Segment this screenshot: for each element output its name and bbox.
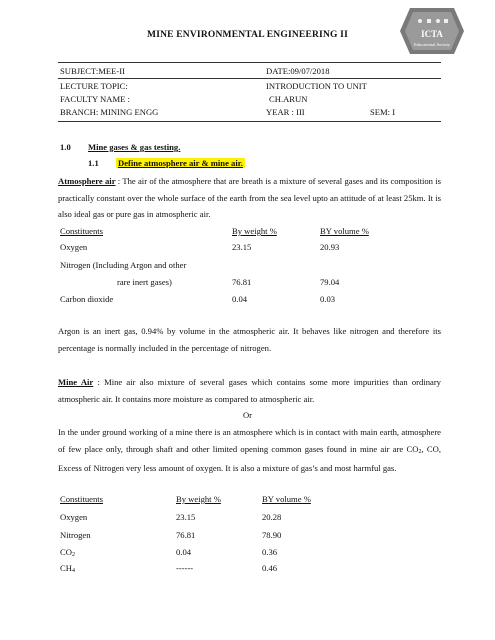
mine-row-ch4-volume: 0.46 (262, 563, 278, 573)
section-title: Mine gases & gas testing. (88, 142, 181, 152)
mine-row-co2-weight: 0.04 (176, 547, 192, 557)
logo-title: ICTA (421, 29, 443, 39)
subsection-title: Define atmosphere air & mine air. (118, 158, 243, 168)
atmosphere-air-text: : The air of the atmosphere that are breath is a mixture of several gases and its composition is practically constant over the whole surface of the earth from the sea level upto an attitude of at least 25km. It is also ideal gas or pure gas in atmospheric air. (58, 176, 441, 219)
atm-row-nitrogen-volume: 79.04 (320, 277, 340, 287)
atm-header-constituents: Constituents (60, 226, 103, 236)
mine-air-text: : Mine air also mixture of several gases which contains some more impurities than ordinary atmospheric air. It contains more moisture as compared to atmospheric air. (58, 377, 441, 404)
mine-row-nitrogen-volume: 78.90 (262, 530, 282, 540)
lecture-topic-label: LECTURE TOPIC: (60, 81, 128, 91)
mine-row-co2-volume: 0.36 (262, 547, 278, 557)
mine-row-oxygen-volume: 20.28 (262, 512, 282, 522)
atm-header-volume: BY volume % (320, 226, 369, 236)
mine-air-paragraph (58, 374, 441, 407)
mine-row-oxygen-name: Oxygen (60, 512, 88, 522)
mine-row-co2-label: CO (60, 547, 72, 557)
faculty-value: CH.ARUN (269, 94, 308, 104)
subsection-number: 1.1 (88, 158, 99, 168)
mine-header-volume: BY volume % (262, 494, 311, 504)
mine-air-para2-b: , CO, Excess of Nitrogen very less amount of oxygen. It is also a mixture of gas’s and most harmful gas. (58, 443, 441, 473)
atm-header-weight: By weight % (232, 226, 277, 236)
year-label: YEAR : III (266, 107, 305, 117)
mine-row-co2-name (60, 547, 75, 558)
section-number: 1.0 (60, 142, 71, 152)
or-separator: Or (242, 410, 253, 420)
atm-row-nitrogen-name-cont: rare inert gases) (117, 277, 172, 287)
faculty-label: FACULTY NAME : (60, 94, 130, 104)
mine-row-ch4-weight: ------ (176, 563, 194, 573)
date-label: DATE:09/07/2018 (266, 66, 330, 76)
mine-header-constituents: Constituents (60, 494, 103, 504)
argon-paragraph: Argon is an inert gas, 0.94% by volume in the atmospheric air. It behaves like nitrogen and therefore its percentage is normally included in the percentage of nitrogen. (58, 326, 441, 353)
mine-row-ch4-name (60, 563, 75, 574)
atmosphere-air-term: Atmosphere air (58, 176, 116, 186)
mine-header-weight: By weight % (176, 494, 221, 504)
header-rule-top (58, 62, 441, 63)
atm-row-nitrogen-weight: 76.81 (232, 277, 252, 287)
sem-label: SEM: I (370, 107, 396, 117)
lecture-topic-value: INTRODUCTION TO UNIT (266, 81, 367, 91)
atm-row-co2-volume: 0.03 (320, 294, 336, 304)
mine-air-paragraph-2 (58, 424, 441, 477)
atm-row-co2-weight: 0.04 (232, 294, 248, 304)
co2-subscript: 2 (418, 448, 422, 455)
header-rule-bottom (58, 121, 441, 122)
mine-row-nitrogen-name: Nitrogen (60, 530, 91, 540)
mine-air-para2-a: In the under ground working of a mine there is an atmosphere which is in contact with main earth, atmosphere of few place only, through shaft and other limited opening common gases found in mine air are CO (58, 427, 441, 454)
mine-air-term: Mine Air (58, 377, 94, 387)
atm-row-oxygen-name: Oxygen (60, 242, 88, 252)
mine-row-ch4-label: CH (60, 563, 72, 573)
atm-row-oxygen-weight: 23.15 (232, 242, 252, 252)
branch-label: BRANCH: MINING ENGG (60, 107, 159, 117)
atm-row-co2-name: Carbon dioxide (60, 294, 114, 304)
header-rule-mid (58, 78, 441, 79)
mine-row-oxygen-weight: 23.15 (176, 512, 196, 522)
mine-row-nitrogen-weight: 76.81 (176, 530, 196, 540)
mine-row-co2-subscript: 2 (71, 552, 75, 558)
subject-label: SUBJECT:MEE-II (60, 66, 125, 76)
document-title: MINE ENVIRONMENTAL ENGINEERING II (147, 30, 348, 40)
atmosphere-air-paragraph (58, 173, 441, 223)
atm-row-nitrogen-name: Nitrogen (Including Argon and other (60, 260, 187, 270)
atm-row-oxygen-volume: 20.93 (320, 242, 340, 252)
logo-subtitle: Educational Society (413, 42, 451, 47)
mine-row-ch4-subscript: 4 (71, 568, 75, 574)
